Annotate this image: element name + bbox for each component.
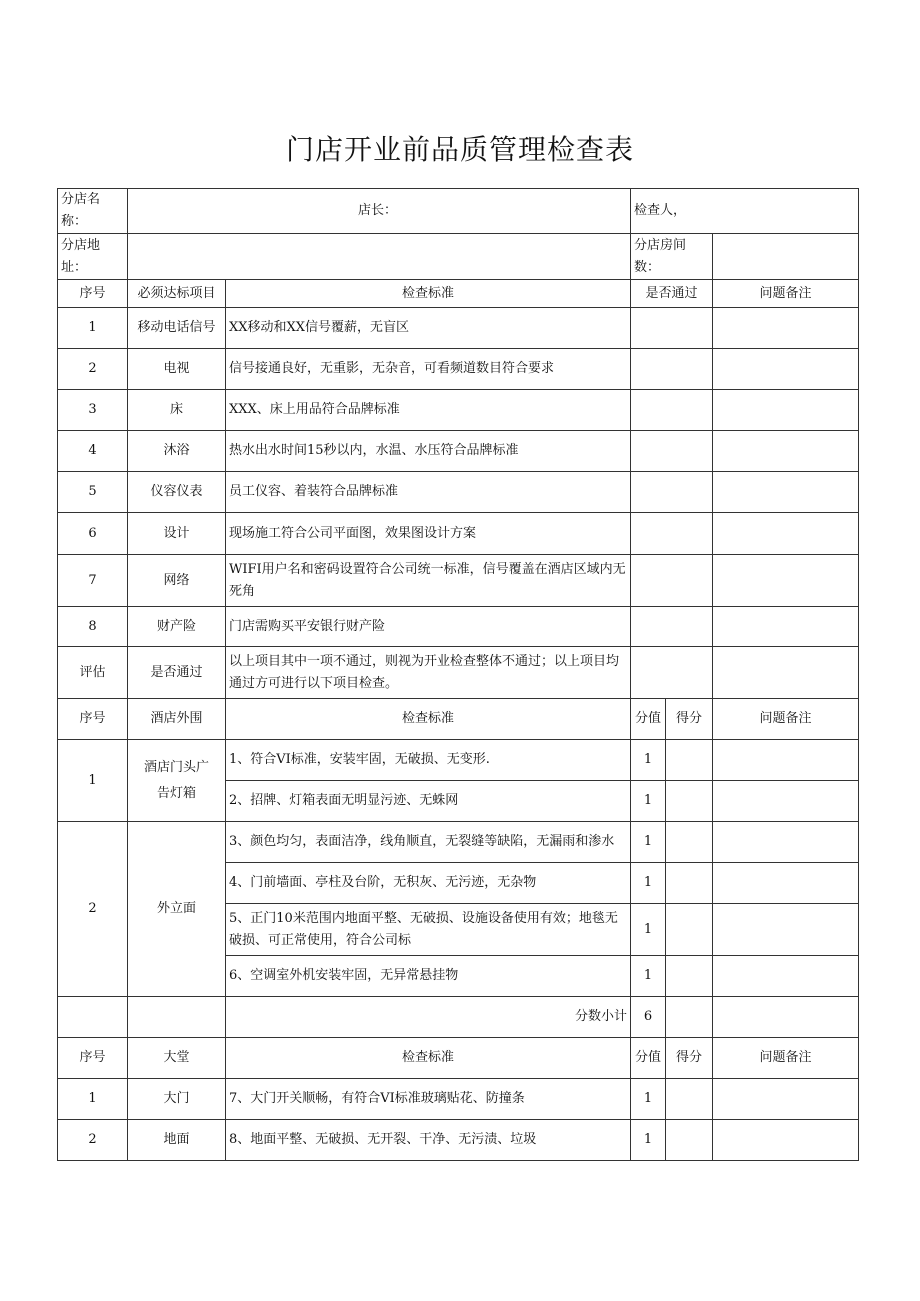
row-score: 1 [631, 1079, 666, 1120]
group-item: 外立面 [128, 822, 226, 997]
col-header-no: 序号 [58, 699, 128, 740]
notes-cell[interactable] [713, 997, 859, 1038]
col-header-score: 分值 [631, 1038, 666, 1079]
section3-header [58, 1038, 859, 1079]
table-row [58, 513, 859, 555]
row-standard: XX移动和XX信号覆薪，无盲区 [226, 308, 631, 349]
row-item: 网络 [128, 555, 226, 607]
pass-cell[interactable] [631, 390, 713, 431]
notes-cell[interactable] [713, 904, 859, 956]
notes-cell[interactable] [713, 1079, 859, 1120]
table-row [58, 555, 859, 607]
row-no: 1 [58, 1079, 128, 1120]
col-header-got: 得分 [666, 1038, 713, 1079]
empty-cell [128, 997, 226, 1038]
subtotal-value: 6 [631, 997, 666, 1038]
page-title: 门店开业前品质管理检查表 [285, 133, 634, 166]
notes-cell[interactable] [713, 822, 859, 863]
got-cell[interactable] [666, 1120, 713, 1161]
pass-cell[interactable] [631, 607, 713, 647]
row-item: 仪容仪表 [128, 472, 226, 513]
col-header-pass: 是否通过 [631, 280, 713, 308]
subtotal-label: 分数小计 [226, 997, 631, 1038]
row-no: 4 [58, 431, 128, 472]
col-header-notes: 问题备注 [713, 280, 859, 308]
room-count-value[interactable] [713, 234, 859, 280]
section1-header [58, 280, 859, 308]
section2-header [58, 699, 859, 740]
table-row [58, 472, 859, 513]
row-no: 2 [58, 1120, 128, 1161]
table-row [58, 1079, 859, 1120]
evaluation-row [58, 647, 859, 699]
pass-cell[interactable] [631, 349, 713, 390]
got-cell[interactable] [666, 956, 713, 997]
row-standard: 门店需购买平安银行财产险 [226, 607, 631, 647]
row-standard: 4、门前墙面、亭柱及台阶，无积灰、无污迹，无杂物 [226, 863, 631, 904]
col-header-no: 序号 [58, 1038, 128, 1079]
table-row [58, 740, 859, 781]
col-header-score: 分值 [631, 699, 666, 740]
pass-cell[interactable] [631, 431, 713, 472]
branch-address-label: 分店地址： [58, 234, 128, 280]
row-score: 1 [631, 956, 666, 997]
row-no: 6 [58, 513, 128, 555]
row-standard: 1、符合VI标准，安装牢固，无破损、无变形. [226, 740, 631, 781]
row-standard: 3、颜色均匀，表面洁净，线角顺直，无裂缝等缺陷，无漏雨和渗水 [226, 822, 631, 863]
row-item: 床 [128, 390, 226, 431]
row-item: 大门 [128, 1079, 226, 1120]
evaluation-text: 以上项目其中一项不通过，则视为开业检查整体不通过；以上项目均通过方可进行以下项目检查。 [226, 647, 631, 699]
row-score: 1 [631, 904, 666, 956]
row-score: 1 [631, 781, 666, 822]
table-row [58, 390, 859, 431]
row-standard: 7、大门开关顺畅，有符合VI标准玻璃贴花、防撞条 [226, 1079, 631, 1120]
row-standard: 信号接通良好，无重影，无杂音，可看频道数目符合要求 [226, 349, 631, 390]
notes-cell[interactable] [713, 781, 859, 822]
got-cell[interactable] [666, 822, 713, 863]
row-standard: 热水出水时间15秒以内，水温、水压符合品牌标准 [226, 431, 631, 472]
notes-cell[interactable] [713, 863, 859, 904]
col-header-no: 序号 [58, 280, 128, 308]
table-row [58, 1120, 859, 1161]
row-item: 地面 [128, 1120, 226, 1161]
evaluation-label: 评估 [58, 647, 128, 699]
row-no: 5 [58, 472, 128, 513]
col-header-standard: 检查标准 [226, 280, 631, 308]
col-header-standard: 检查标准 [226, 699, 631, 740]
notes-cell[interactable] [713, 431, 859, 472]
table-row [58, 607, 859, 647]
col-header-notes: 问题备注 [713, 1038, 859, 1079]
notes-cell[interactable] [713, 956, 859, 997]
notes-cell[interactable] [713, 607, 859, 647]
row-standard: XXX、床上用品符合品牌标准 [226, 390, 631, 431]
row-no: 3 [58, 390, 128, 431]
branch-name-label: 分店名称： [58, 189, 128, 234]
row-item: 移动电话信号 [128, 308, 226, 349]
row-standard: 现场施工符合公司平面图，效果图设计方案 [226, 513, 631, 555]
row-item: 沐浴 [128, 431, 226, 472]
col-header-got: 得分 [666, 699, 713, 740]
pass-cell[interactable] [631, 555, 713, 607]
table-row [58, 431, 859, 472]
got-cell[interactable] [666, 781, 713, 822]
pass-cell[interactable] [631, 472, 713, 513]
row-no: 2 [58, 349, 128, 390]
group-no: 2 [58, 822, 128, 997]
col-header-item: 大堂 [128, 1038, 226, 1079]
row-score: 1 [631, 740, 666, 781]
group-item: 酒店门头广告灯箱 [128, 740, 226, 822]
notes-cell[interactable] [713, 390, 859, 431]
col-header-item: 必须达标项目 [128, 280, 226, 308]
got-cell[interactable] [666, 997, 713, 1038]
table-row [58, 822, 859, 863]
inspector-label: 检查人， [631, 189, 859, 234]
row-standard: 5、正门10米范围内地面平整、无破损、设施设备使用有效；地毯无破损、可正常使用，符合公司标 [226, 904, 631, 956]
got-cell[interactable] [666, 740, 713, 781]
notes-cell[interactable] [713, 513, 859, 555]
row-item: 电视 [128, 349, 226, 390]
row-standard: 6、空调室外机安装牢固，无异常悬挂物 [226, 956, 631, 997]
row-standard: 8、地面平整、无破损、无开裂、干净、无污渍、垃圾 [226, 1120, 631, 1161]
row-standard: 2、招牌、灯箱表面无明显污迹、无蛛网 [226, 781, 631, 822]
col-header-notes: 问题备注 [713, 699, 859, 740]
manager-label: 店长： [128, 189, 631, 234]
inspection-table [57, 188, 859, 1161]
row-no: 1 [58, 308, 128, 349]
got-cell[interactable] [666, 904, 713, 956]
row-item: 财产险 [128, 607, 226, 647]
col-header-standard: 检查标准 [226, 1038, 631, 1079]
notes-cell[interactable] [713, 349, 859, 390]
notes-cell[interactable] [713, 647, 859, 699]
empty-cell [58, 997, 128, 1038]
info-row-1 [58, 189, 859, 234]
pass-cell[interactable] [631, 308, 713, 349]
evaluation-item: 是否通过 [128, 647, 226, 699]
col-header-item: 酒店外围 [128, 699, 226, 740]
notes-cell[interactable] [713, 308, 859, 349]
row-no: 8 [58, 607, 128, 647]
pass-cell[interactable] [631, 647, 713, 699]
got-cell[interactable] [666, 1079, 713, 1120]
row-no: 7 [58, 555, 128, 607]
branch-address-value[interactable] [128, 234, 631, 280]
room-count-label: 分店房间数： [631, 234, 713, 280]
table-row [58, 308, 859, 349]
info-row-2 [58, 234, 859, 280]
row-score: 1 [631, 1120, 666, 1161]
row-standard: WIFI用户名和密码设置符合公司统一标准，信号覆盖在酒店区域内无死角 [226, 555, 631, 607]
table-row [58, 349, 859, 390]
group-no: 1 [58, 740, 128, 822]
notes-cell[interactable] [713, 1120, 859, 1161]
got-cell[interactable] [666, 863, 713, 904]
notes-cell[interactable] [713, 555, 859, 607]
row-item: 设计 [128, 513, 226, 555]
row-score: 1 [631, 822, 666, 863]
notes-cell[interactable] [713, 472, 859, 513]
pass-cell[interactable] [631, 513, 713, 555]
row-score: 1 [631, 863, 666, 904]
notes-cell[interactable] [713, 740, 859, 781]
subtotal-row [58, 997, 859, 1038]
row-standard: 员工仪容、着装符合品牌标准 [226, 472, 631, 513]
